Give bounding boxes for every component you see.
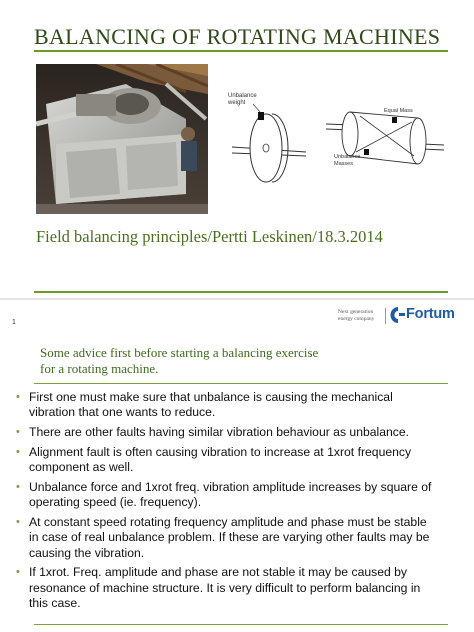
- advice-line: resonance of machine structure. It is very difficult to perform balancing in: [29, 580, 421, 595]
- two-plane-unbalance-diagram: [326, 104, 444, 174]
- advice-line: component as well.: [29, 460, 134, 475]
- intro-rule: [34, 383, 448, 384]
- bullet-icon: •: [16, 480, 20, 493]
- advice-line: First one must make sure that unbalance is causing the mechanical: [29, 390, 393, 404]
- advice-line: causing the vibration.: [29, 545, 145, 560]
- equal-mass-label: Equal Mass: [384, 108, 413, 114]
- advice-item: [14, 425, 454, 440]
- advice-line: vibration that one wants to reduce.: [29, 405, 216, 420]
- advice-line: At constant speed rotating frequency amplitude and phase must be stable: [29, 515, 427, 530]
- footer-rule: [34, 291, 448, 293]
- single-plane-unbalance-diagram: [226, 90, 312, 186]
- advice-line: If 1xrot. Freq. amplitude and phase are not stable it may be caused by: [29, 565, 408, 580]
- advice-line: in case of real unbalance problem. If these are varying other faults may be: [29, 530, 430, 545]
- title-underline: [34, 50, 448, 52]
- advice-line: this case.: [29, 596, 81, 611]
- slide-subtitle: Field balancing principles/Pertti Leskinen/18.3.2014: [36, 227, 383, 246]
- unbalance-weight-label: Unbalance weight: [228, 93, 257, 106]
- bullet-icon: •: [16, 516, 20, 529]
- fortum-logo: [390, 306, 455, 324]
- advice-item: [14, 515, 454, 561]
- advice-line: operating speed (ie. frequency).: [29, 495, 202, 510]
- slide-title: BALANCING OF ROTATING MACHINES: [34, 24, 441, 49]
- advice-list: [14, 390, 454, 616]
- title-slide: [0, 0, 474, 298]
- brand-separator: [385, 308, 386, 324]
- brand-name: Fortum: [406, 306, 455, 322]
- advice-item: [14, 565, 454, 611]
- machine-photo: [36, 64, 208, 214]
- bullet-icon: •: [16, 445, 20, 458]
- fortum-logo-mark-icon: [390, 306, 406, 324]
- slide-number: 1: [12, 319, 16, 326]
- advice-item: [14, 390, 454, 421]
- unbalance-masses-label: Unbalance Masses: [334, 154, 361, 167]
- advice-line: Alignment fault is often causing vibration to increase at 1xrot frequency: [29, 444, 412, 459]
- brand-tagline: Next generation energy company: [338, 309, 375, 322]
- advice-item: [14, 445, 454, 476]
- footer-rule: [34, 624, 448, 625]
- advice-line: There are other faults having similar vibration behaviour as unbalance.: [29, 425, 410, 440]
- bullet-icon: •: [16, 391, 20, 403]
- bullet-icon: •: [16, 566, 20, 579]
- bullet-icon: •: [16, 426, 20, 439]
- intro-text: Some advice first before starting a balancing exercise for a rotating machine.: [40, 345, 319, 376]
- advice-item: [14, 480, 454, 511]
- advice-line: Unbalance force and 1xrot freq. vibration amplitude increases by square of: [29, 479, 432, 494]
- advice-slide: [0, 300, 474, 632]
